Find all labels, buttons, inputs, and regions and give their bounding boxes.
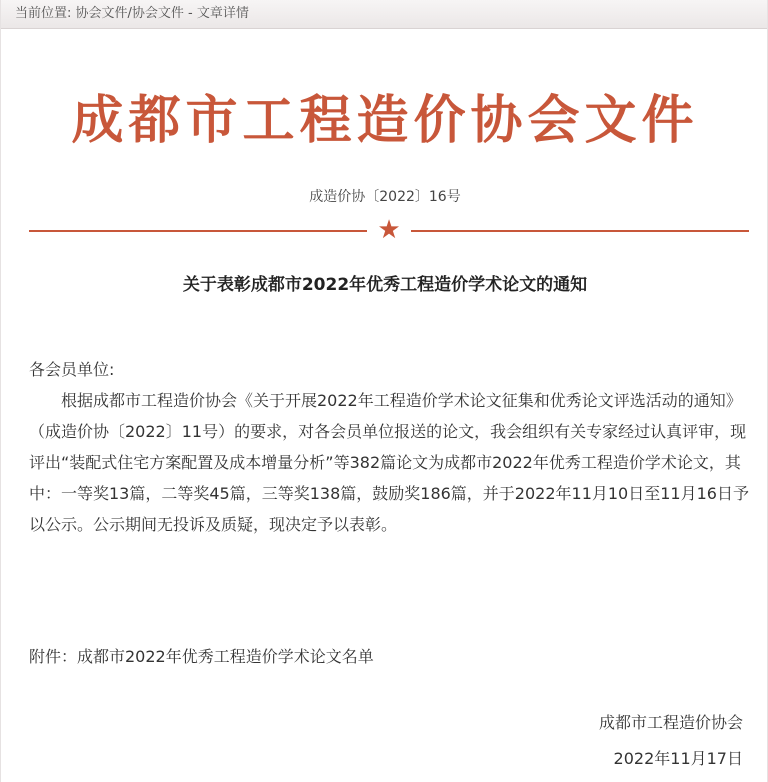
notice-body xyxy=(29,354,749,540)
document-header-title: 成都市工程造价协会文件 xyxy=(71,90,699,151)
divider-line-left xyxy=(29,230,367,232)
signature-block xyxy=(599,705,743,777)
breadcrumb xyxy=(1,0,767,29)
red-divider xyxy=(29,215,749,245)
document-number: 成造价协〔2022〕16号 xyxy=(309,189,461,205)
salutation: 各会员单位: xyxy=(29,360,115,379)
signature-date: 2022年11月17日 xyxy=(613,749,743,768)
divider-line-right xyxy=(411,230,749,232)
body-paragraph: 根据成都市工程造价协会《关于开展2022年工程造价学术论文征集和优秀论文评选活动的通知》（成造价协〔2022〕11号）的要求，对各会员单位报送的论文，我会组织有关专家经过认真评审，现评出“装配式住宅方案配置及成本增量分析”等382篇论文为成都市2022年优秀工程造价学术论文，其中：一等奖13篇，二等奖45篇，三等奖138篇，鼓励奖186篇，并于2022年11月10日至11月16日予以公示。公示期间无投诉及质疑，现决定予以表彰。 xyxy=(29,391,749,534)
notice-headline: 关于表彰成都市2022年优秀工程造价学术论文的通知 xyxy=(182,275,588,295)
breadcrumb-path[interactable]: 协会文件/协会文件 - 文章详情 xyxy=(75,6,249,21)
breadcrumb-prefix: 当前位置: xyxy=(15,6,72,21)
signature-organization: 成都市工程造价协会 xyxy=(598,713,743,732)
attachment-line[interactable]: 附件：成都市2022年优秀工程造价学术论文名单 xyxy=(29,647,374,666)
star-icon: ★ xyxy=(377,215,401,245)
